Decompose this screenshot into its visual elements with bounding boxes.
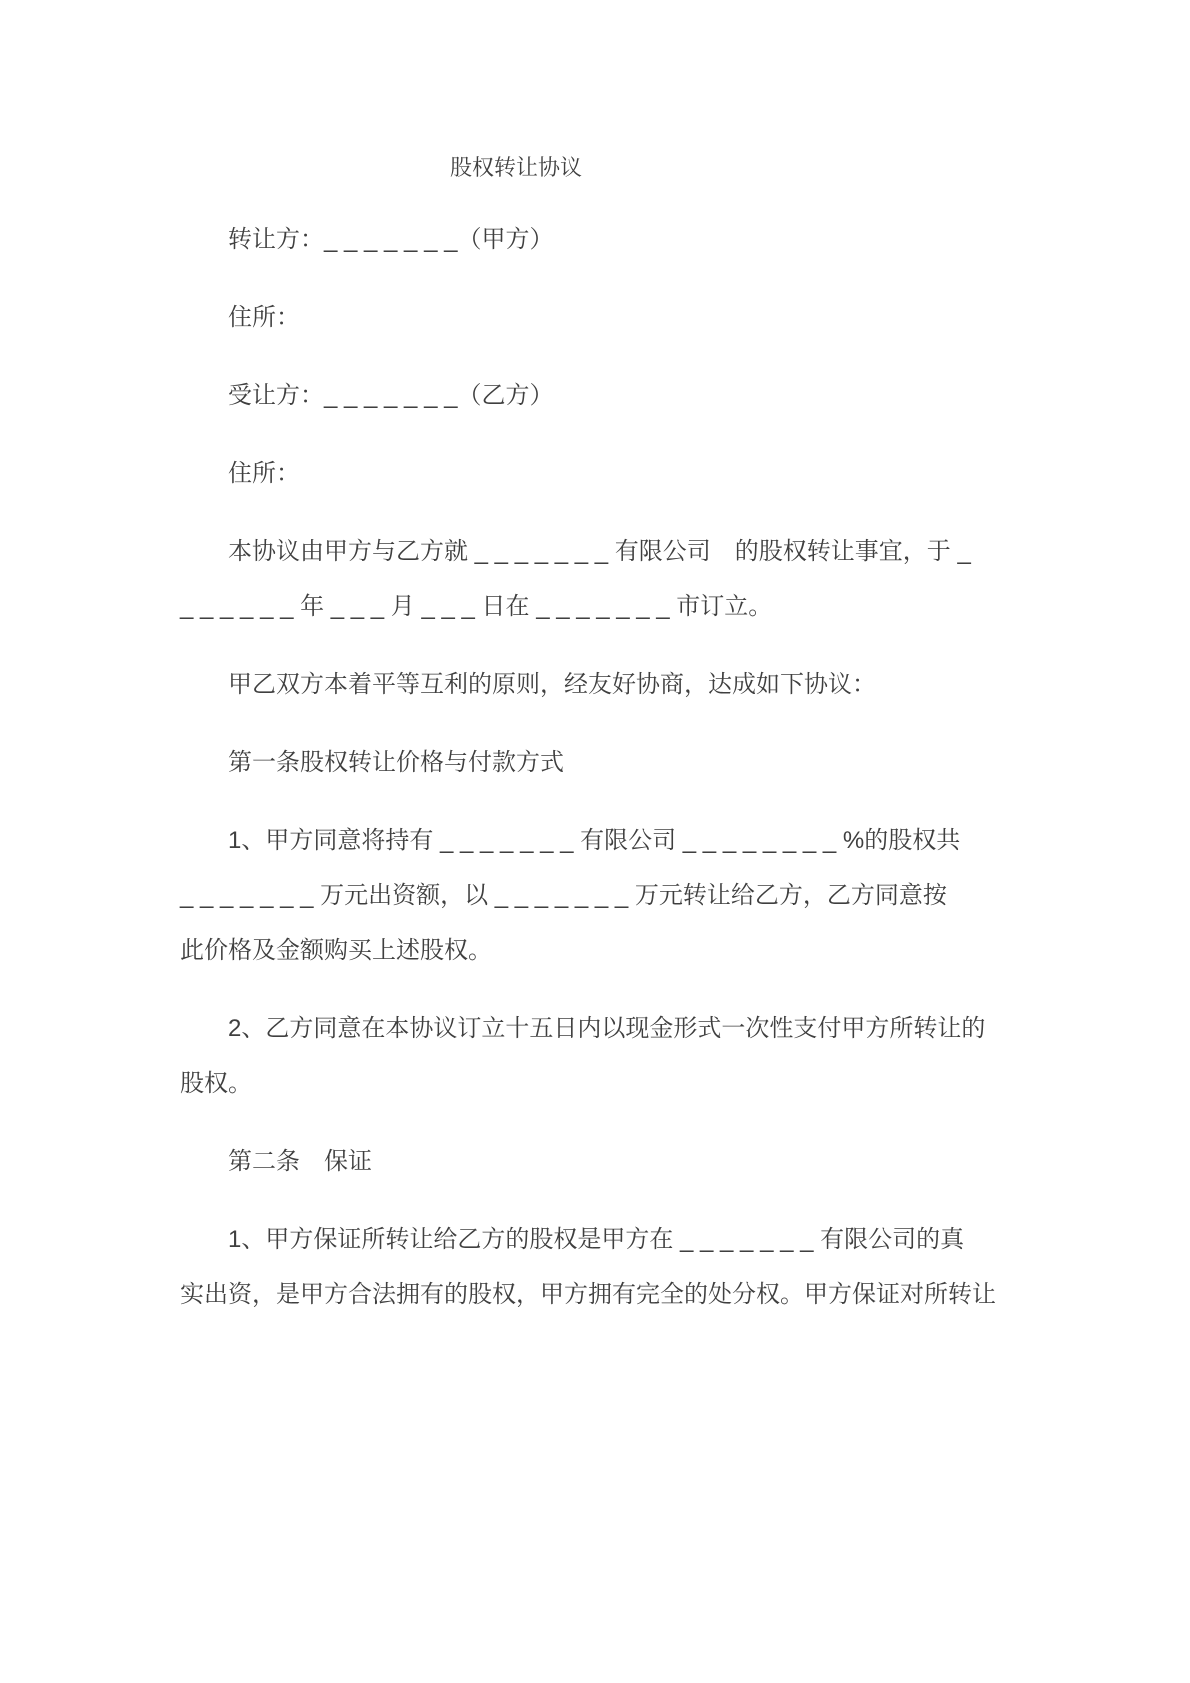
paragraph bbox=[180, 1134, 1010, 1189]
text-line: 第二条 保证 bbox=[228, 1148, 372, 1175]
text-line: 第一条股权转让价格与付款方式 bbox=[228, 749, 564, 776]
text-line: 此价格及金额购买上述股权。 bbox=[180, 937, 492, 964]
paragraph bbox=[180, 524, 1010, 634]
paragraph bbox=[180, 813, 1010, 978]
paragraph bbox=[180, 735, 1010, 790]
text-line: _ _ _ _ _ _ 年 _ _ _ 月 _ _ _ 日在 _ _ _ _ _ _ _ 市订立。 bbox=[180, 593, 773, 620]
paragraph bbox=[180, 368, 1010, 423]
paragraph bbox=[180, 212, 1010, 267]
text-line: _ _ _ _ _ _ _ 万元出资额，以 _ _ _ _ _ _ _ 万元转让给乙方，乙方同意按 bbox=[180, 882, 947, 909]
text-line: 实出资，是甲方合法拥有的股权，甲方拥有完全的处分权。甲方保证对所转让 bbox=[180, 1281, 996, 1308]
text-line: 1、甲方同意将持有 _ _ _ _ _ _ _ 有限公司 _ _ _ _ _ _ _ _ %的股权共 bbox=[228, 827, 961, 854]
text-line: 2、乙方同意在本协议订立十五日内以现金形式一次性支付甲方所转让的 bbox=[228, 1015, 986, 1042]
paragraph bbox=[180, 446, 1010, 501]
text-line: 1、甲方保证所转让给乙方的股权是甲方在 _ _ _ _ _ _ _ 有限公司的真 bbox=[228, 1226, 965, 1253]
text-line: 甲乙双方本着平等互利的原则，经友好协商，达成如下协议： bbox=[228, 671, 876, 698]
paragraph bbox=[180, 1212, 1010, 1322]
paragraph bbox=[180, 290, 1010, 345]
paragraph bbox=[180, 657, 1010, 712]
document-body bbox=[180, 212, 1010, 1322]
text-line: 本协议由甲方与乙方就 _ _ _ _ _ _ _ 有限公司 的股权转让事宜，于 _ bbox=[228, 538, 971, 565]
text-line: 股权。 bbox=[180, 1070, 252, 1097]
text-line: 受让方：_ _ _ _ _ _ _（乙方） bbox=[228, 382, 554, 409]
paragraph bbox=[180, 1001, 1010, 1111]
text-line: 转让方：_ _ _ _ _ _ _（甲方） bbox=[228, 226, 554, 253]
text-line: 住所： bbox=[228, 460, 300, 487]
document-title: 股权转让协议 bbox=[449, 156, 582, 181]
text-line: 住所： bbox=[228, 304, 300, 331]
